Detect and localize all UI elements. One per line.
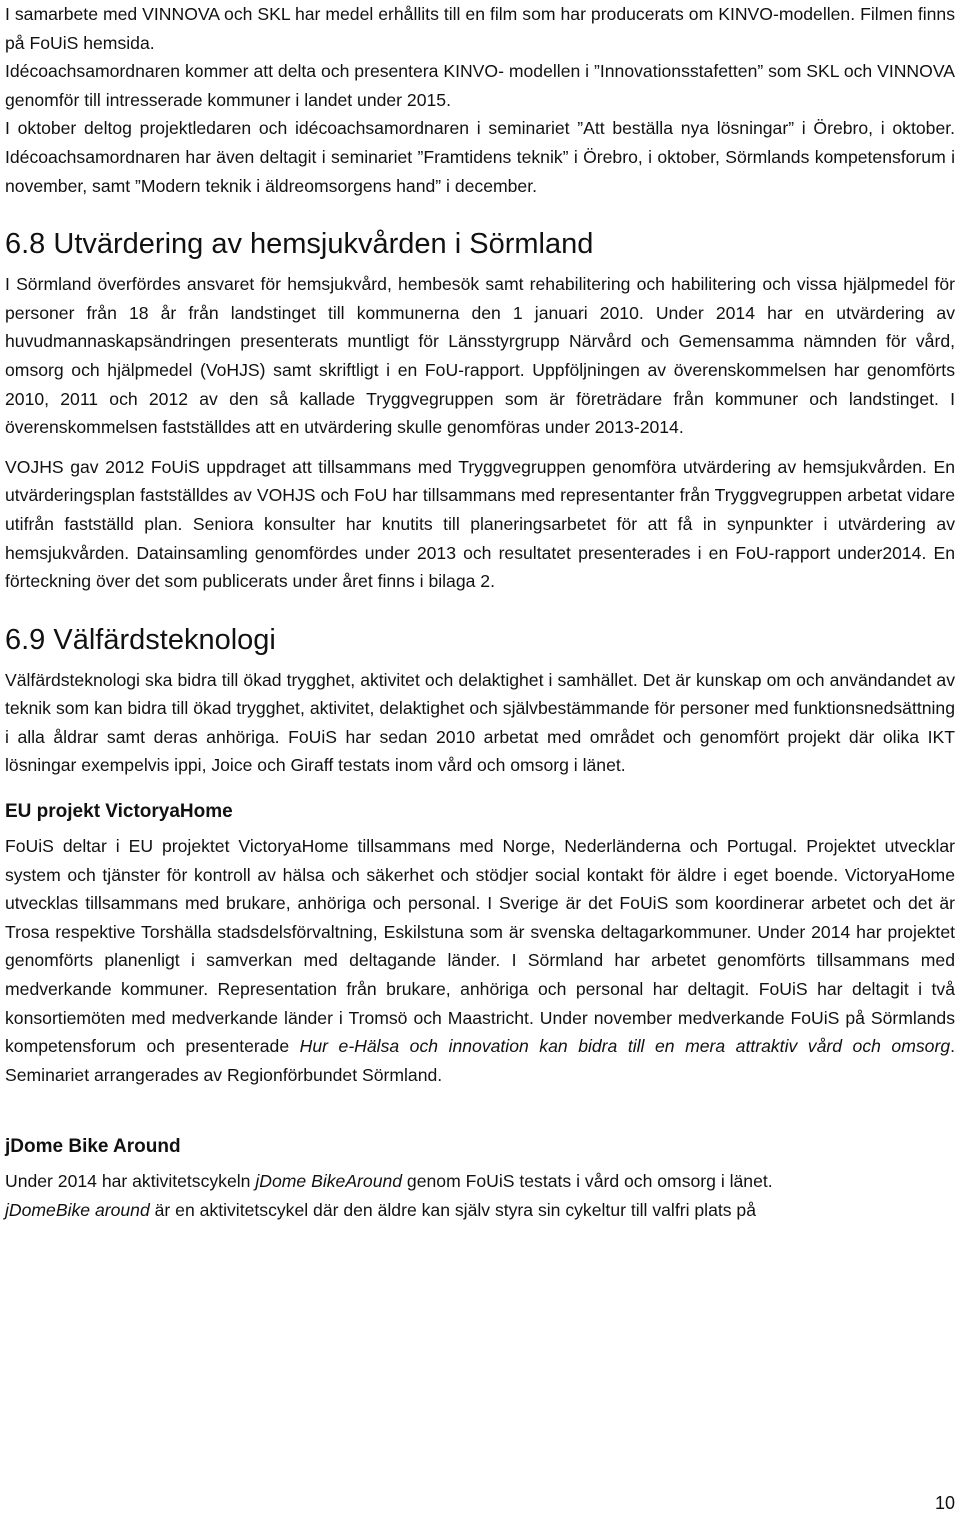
section-heading-6-8: 6.8 Utvärdering av hemsjukvården i Sörmland [5, 228, 594, 261]
jdome-p1-start: Under 2014 har aktivitetscykeln [5, 1171, 256, 1192]
jdome-p1-italic: jDome BikeAround [255, 1171, 403, 1192]
jdome-p1-end: genom FoUiS testats i vård och omsorg i länet. [402, 1171, 773, 1192]
eu-text-start: FoUiS deltar i EU projektet VictoryaHome tillsammans med Norge, Nederländerna och Portugal. Projektet utvecklar system och tjänster för kontroll av hälsa och säkerhet och stödjer social kontakt för äldre i eget boende. VictoryaHome utvecklas tillsammans med brukare, anhöriga och personal. I Sverige är det FoUiS som koordinerar arbetet och det är Trosa respektive Torshälla stadsdelsförvaltning, Eskilstuna som är svenska deltagarkommuner. Under 2014 har projektet genomförts planenligt i samverkan med deltagande länder. I Sörmland har arbetet genomförts tillsammans med medverkande kommuner. Representation från brukare, anhöriga och personal har deltagit. FoUiS har deltagit i två konsortiemöten med medverkande länder i Tromsö och Maastricht. Under november medverkande FoUiS på Sörmlands kompetensforum och presenterade [5, 836, 955, 1057]
section-heading-6-9: 6.9 Välfärdsteknologi [5, 623, 276, 656]
section-6-8-paragraph-1: I Sörmland överfördes ansvaret för hemsjukvård, hembesök samt rehabilitering och habilitering och vissa hjälpmedel för personer från 18 år från landstinget till kommunerna den 1 januari 2010. Under 2014 har en utvärdering av huvudmannaskapsändringen presenterats muntligt för Länsstyrgrupp Närvård och Gemensamma nämnden för vård, omsorg och hjälpmedel (VoHJS) samt skriftligt i en FoU-rapport. Uppföljningen av överenskommelsen har genomförts 2010, 2011 och 2012 av den så kallade Tryggvegruppen som är företrädare från kommuner och landstinget. I överenskommelsen fastställdes att en utvärdering skulle genomföras under 2013-2014. [5, 274, 955, 438]
eu-text-italic: Hur e-Hälsa och innovation kan bidra till en mera attraktiv vård och omsorg [299, 1036, 951, 1057]
intro-paragraph-3: I oktober deltog projektledaren och idécoachsamordnaren i seminariet ”Att beställa nya lösningar” i Örebro, i oktober. Idécoachsamordnaren har även deltagit i seminariet ”Framtidens teknik” i Örebro, i oktober, Sörmlands kompetensforum i november, samt ”Modern teknik i äldreomsorgens hand” i december. [5, 118, 955, 196]
section-6-9-paragraph-1: Välfärdsteknologi ska bidra till ökad trygghet, aktivitet och delaktighet i samhället. Det är kunskap om och användandet av teknik som kan bidra till ökad trygghet, aktivitet, delaktighet och självbestämmande för personer med funktionsnedsättning i alla åldrar samt deras anhöriga. FoUiS har sedan 2010 arbetat med området och genomfört projekt där olika IKT lösningar exempelvis ippi, Joice och Giraff testats inom vård och omsorg i länet. [5, 669, 955, 776]
jdome-p2-italic: jDomeBike around [5, 1200, 150, 1220]
eu-project-heading: EU projekt VictoryaHome [5, 801, 233, 823]
intro-paragraph-1: I samarbete med VINNOVA och SKL har medel erhållits till en film som har producerats om KINVO-modellen. Filmen finns på FoUiS hemsida. [5, 4, 955, 53]
document-page [5, 0, 955, 1225]
jdome-paragraph-2 [5, 1196, 955, 1225]
page-number: 10 [934, 1493, 955, 1513]
jdome-paragraph-1 [5, 1167, 955, 1196]
section-6-8-paragraph-2: VOJHS gav 2012 FoUiS uppdraget att tillsammans med Tryggvegruppen genomföra utvärdering av hemsjukvården. En utvärderingsplan fastställdes av VOHJS och FoU har tillsammans med representanter från Tryggvegruppen arbetat vidare utifrån fastställd plan. Seniora konsulter har knutits till planeringsarbetet för att få in synpunkter i utvärdering av hemsjukvården. Datainsamling genomfördes under 2013 och resultatet presenterades i en FoU-rapport under2014. En förteckning över det som publicerats under året finns i bilaga 2. [5, 456, 955, 592]
jdome-p2-end: är en aktivitetscykel där den äldre kan själv styra sin cykeltur till valfri plats på [149, 1200, 757, 1220]
eu-project-paragraph [5, 832, 955, 1089]
eu-text-end: . Seminariet arrangerades av Regionförbundet Sörmland. [5, 1036, 955, 1085]
intro-paragraph-2: Idécoachsamordnaren kommer att delta och presentera KINVO- modellen i ”Innovationsstafetten” som SKL och VINNOVA genomför till intresserade kommuner i landet under 2015. [5, 61, 955, 110]
jdome-heading: jDome Bike Around [5, 1136, 181, 1158]
